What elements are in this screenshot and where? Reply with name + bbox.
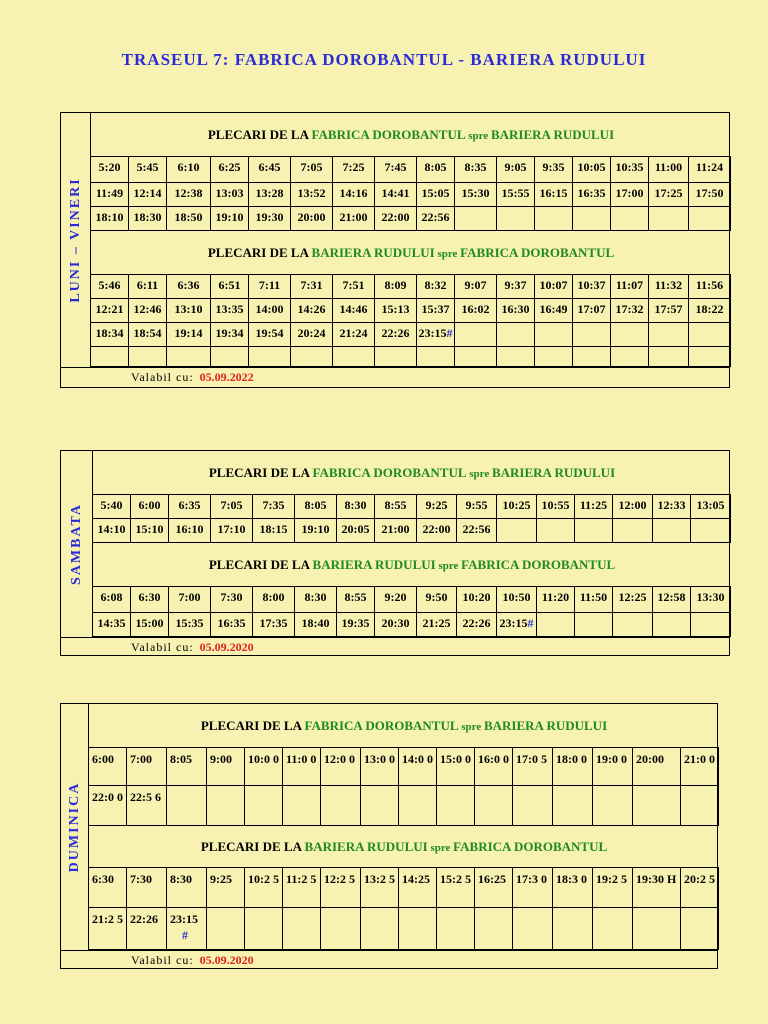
valid-from-row bbox=[61, 637, 729, 657]
time-cell bbox=[437, 908, 475, 950]
time-cell bbox=[611, 207, 649, 231]
time-cell bbox=[633, 908, 681, 950]
time-cell: 17:10 bbox=[211, 519, 253, 543]
time-cell: 15:0 0 bbox=[437, 748, 475, 786]
time-cell bbox=[399, 908, 437, 950]
time-cell bbox=[245, 908, 283, 950]
time-cell: 11:32 bbox=[649, 275, 689, 299]
time-cell: 6:45 bbox=[249, 157, 291, 183]
time-cell: 16:15 bbox=[535, 183, 573, 207]
valid-label: Valabil cu: 05.09.2020 bbox=[131, 640, 254, 654]
time-cell: 10:37 bbox=[573, 275, 611, 299]
time-cell: 18:50 bbox=[167, 207, 211, 231]
time-cell: 20:2 5 bbox=[681, 868, 719, 908]
time-cell: 6:30 bbox=[89, 868, 127, 908]
schedule-section-3 bbox=[60, 703, 718, 969]
valid-date: 05.09.2020 bbox=[199, 640, 254, 654]
header-destination: BARIERA RUDULUI bbox=[490, 127, 615, 142]
day-label-text: SAMBATA bbox=[68, 503, 84, 585]
time-cell bbox=[207, 908, 245, 950]
time-cell: 10:50 bbox=[497, 587, 537, 613]
time-cell bbox=[689, 323, 731, 347]
time-cell: 10:20 bbox=[457, 587, 497, 613]
time-cell: 16:49 bbox=[535, 299, 573, 323]
time-cell: 10:05 bbox=[573, 157, 611, 183]
time-cell: 19:10 bbox=[295, 519, 337, 543]
time-cell: 8:05 bbox=[417, 157, 455, 183]
time-cell: 7:05 bbox=[291, 157, 333, 183]
time-cell: 17:32 bbox=[611, 299, 649, 323]
time-cell: 6:00 bbox=[89, 748, 127, 786]
time-cell: 16:35 bbox=[573, 183, 611, 207]
time-cell: 15:00 bbox=[131, 613, 169, 637]
time-cell bbox=[593, 786, 633, 826]
time-cell: 14:00 bbox=[249, 299, 291, 323]
time-cell: 11:50 bbox=[575, 587, 613, 613]
time-cell: 15:05 bbox=[417, 183, 455, 207]
time-cell: 13:2 5 bbox=[361, 868, 399, 908]
time-cell bbox=[497, 323, 535, 347]
header-destination: FABRICA DOROBANTUL bbox=[453, 839, 608, 854]
time-cell bbox=[611, 347, 649, 367]
time-cell: 10:07 bbox=[535, 275, 573, 299]
time-cell bbox=[475, 786, 513, 826]
time-cell: 12:33 bbox=[653, 495, 691, 519]
time-cell: 22:56 bbox=[457, 519, 497, 543]
time-cell: 18:54 bbox=[129, 323, 167, 347]
time-cell bbox=[575, 519, 613, 543]
time-cell: 13:35 bbox=[211, 299, 249, 323]
time-cell bbox=[361, 786, 399, 826]
time-cell: 11:25 bbox=[575, 495, 613, 519]
time-cell: 16:30 bbox=[497, 299, 535, 323]
page-title: TRASEUL 7: FABRICA DOROBANTUL - BARIERA RUDULUI bbox=[121, 50, 647, 69]
valid-from-row bbox=[61, 367, 729, 389]
header-destination: BARIERA RUDULUI bbox=[491, 465, 616, 480]
time-cell: 8:30 bbox=[295, 587, 337, 613]
time-cell bbox=[291, 347, 333, 367]
time-cell: 15:30 bbox=[455, 183, 497, 207]
header-destination: FABRICA DOROBANTUL bbox=[461, 557, 616, 572]
schedule-section-2 bbox=[60, 450, 730, 656]
time-cell: 14:0 0 bbox=[399, 748, 437, 786]
time-cell: 11:0 0 bbox=[283, 748, 321, 786]
direction-header-outbound bbox=[93, 451, 731, 495]
time-cell: 8:05 bbox=[167, 748, 207, 786]
time-cell: 10:55 bbox=[537, 495, 575, 519]
header-spre: spre bbox=[435, 560, 462, 572]
time-cell: 21:00 bbox=[375, 519, 417, 543]
time-cell: 17:50 bbox=[689, 183, 731, 207]
time-cell: 12:25 bbox=[613, 587, 653, 613]
time-cell: 23:15# bbox=[497, 613, 537, 637]
time-cell: 22:0 0 bbox=[89, 786, 127, 826]
time-cell bbox=[497, 347, 535, 367]
time-cell: 19:30 bbox=[249, 207, 291, 231]
time-cell: 18:30 bbox=[129, 207, 167, 231]
time-cell bbox=[455, 207, 497, 231]
time-cell: 13:28 bbox=[249, 183, 291, 207]
time-cell: 9:20 bbox=[375, 587, 417, 613]
time-cell: 16:25 bbox=[475, 868, 513, 908]
schedule-section-1 bbox=[60, 112, 730, 388]
time-cell: 8:55 bbox=[375, 495, 417, 519]
time-cell: 15:55 bbox=[497, 183, 535, 207]
direction-header-outbound bbox=[89, 704, 719, 748]
time-cell: 18:40 bbox=[295, 613, 337, 637]
time-cell: 6:35 bbox=[169, 495, 211, 519]
time-cell: 19:14 bbox=[167, 323, 211, 347]
header-destination: FABRICA DOROBANTUL bbox=[460, 245, 615, 260]
time-cell bbox=[167, 786, 207, 826]
time-cell: 15:13 bbox=[375, 299, 417, 323]
time-cell bbox=[497, 207, 535, 231]
time-cell: 11:00 bbox=[649, 157, 689, 183]
time-cell: 16:02 bbox=[455, 299, 497, 323]
direction-header-return bbox=[91, 231, 731, 275]
time-cell: 7:00 bbox=[169, 587, 211, 613]
time-cell: 14:16 bbox=[333, 183, 375, 207]
time-cell: 5:46 bbox=[91, 275, 129, 299]
time-cell: 13:05 bbox=[691, 495, 731, 519]
time-cell: 8:55 bbox=[337, 587, 375, 613]
time-cell bbox=[245, 786, 283, 826]
time-cell: 18:34 bbox=[91, 323, 129, 347]
header-prefix: PLECARI DE LA bbox=[207, 127, 312, 142]
time-cell: 14:26 bbox=[291, 299, 333, 323]
time-cell: 14:25 bbox=[399, 868, 437, 908]
time-cell: 6:36 bbox=[167, 275, 211, 299]
time-cell: 10:35 bbox=[611, 157, 649, 183]
time-cell: 6:30 bbox=[131, 587, 169, 613]
time-cell bbox=[553, 908, 593, 950]
time-cell: 16:0 0 bbox=[475, 748, 513, 786]
time-cell: 13:10 bbox=[167, 299, 211, 323]
time-cell: 19:30 H bbox=[633, 868, 681, 908]
time-cell: 6:00 bbox=[131, 495, 169, 519]
day-label bbox=[61, 113, 91, 367]
time-cell: 13:03 bbox=[211, 183, 249, 207]
header-origin: FABRICA DOROBANTUL bbox=[312, 465, 467, 480]
time-cell bbox=[513, 908, 553, 950]
time-cell: 21:2 5 bbox=[89, 908, 127, 950]
header-origin: BARIERA RUDULUI bbox=[304, 839, 428, 854]
time-cell bbox=[593, 908, 633, 950]
time-cell: 22:00 bbox=[375, 207, 417, 231]
valid-label: Valabil cu: 05.09.2020 bbox=[131, 953, 254, 967]
time-cell: 14:41 bbox=[375, 183, 417, 207]
time-cell bbox=[649, 323, 689, 347]
day-label bbox=[61, 451, 93, 637]
time-cell bbox=[691, 519, 731, 543]
time-cell bbox=[691, 613, 731, 637]
time-cell: 22:56 bbox=[417, 207, 455, 231]
time-cell: 12:0 0 bbox=[321, 748, 361, 786]
time-cell: 8:05 bbox=[295, 495, 337, 519]
time-cell: 12:21 bbox=[91, 299, 129, 323]
time-cell: 18:15 bbox=[253, 519, 295, 543]
hash-marker: # bbox=[182, 928, 188, 943]
valid-from-row bbox=[61, 950, 717, 970]
time-cell bbox=[573, 207, 611, 231]
time-cell: 7:25 bbox=[333, 157, 375, 183]
time-cell bbox=[321, 786, 361, 826]
time-cell: 13:0 0 bbox=[361, 748, 399, 786]
time-cell: 22:26 bbox=[457, 613, 497, 637]
time-cell bbox=[537, 613, 575, 637]
time-cell: 9:50 bbox=[417, 587, 457, 613]
time-cell: 15:35 bbox=[169, 613, 211, 637]
time-cell bbox=[689, 347, 731, 367]
time-cell: 19:0 0 bbox=[593, 748, 633, 786]
time-cell bbox=[455, 347, 497, 367]
time-cell bbox=[399, 786, 437, 826]
time-cell: 14:35 bbox=[93, 613, 131, 637]
time-cell bbox=[535, 207, 573, 231]
time-cell: 9:07 bbox=[455, 275, 497, 299]
time-cell: 8:35 bbox=[455, 157, 497, 183]
time-cell bbox=[553, 786, 593, 826]
time-cell: 22:5 6 bbox=[127, 786, 167, 826]
header-spre: spre bbox=[434, 248, 461, 260]
time-cell bbox=[653, 613, 691, 637]
time-cell: 8:30 bbox=[167, 868, 207, 908]
time-cell bbox=[653, 519, 691, 543]
time-cell bbox=[497, 519, 537, 543]
time-cell bbox=[321, 908, 361, 950]
time-cell bbox=[681, 786, 719, 826]
time-cell: 12:00 bbox=[613, 495, 653, 519]
day-label bbox=[61, 704, 89, 950]
time-cell: 8:09 bbox=[375, 275, 417, 299]
time-cell: 7:11 bbox=[249, 275, 291, 299]
time-cell bbox=[535, 347, 573, 367]
time-cell: 15:2 5 bbox=[437, 868, 475, 908]
time-cell: 12:46 bbox=[129, 299, 167, 323]
time-cell: 17:07 bbox=[573, 299, 611, 323]
time-cell bbox=[537, 519, 575, 543]
time-cell: 21:25 bbox=[417, 613, 457, 637]
time-cell: 12:58 bbox=[653, 587, 691, 613]
time-cell: 18:3 0 bbox=[553, 868, 593, 908]
time-cell: 18:0 0 bbox=[553, 748, 593, 786]
time-cell: 15:10 bbox=[131, 519, 169, 543]
valid-date: 05.09.2022 bbox=[199, 370, 254, 384]
direction-header-return bbox=[89, 826, 719, 868]
header-origin: FABRICA DOROBANTUL bbox=[304, 718, 459, 733]
header-spre: spre bbox=[458, 721, 484, 733]
header-prefix: PLECARI DE LA bbox=[207, 245, 312, 260]
time-cell: 11:49 bbox=[91, 183, 129, 207]
time-cell: 17:0 5 bbox=[513, 748, 553, 786]
header-origin: FABRICA DOROBANTUL bbox=[311, 127, 466, 142]
time-cell: 20:30 bbox=[375, 613, 417, 637]
time-cell bbox=[249, 347, 291, 367]
time-cell: 15:37 bbox=[417, 299, 455, 323]
time-cell: 21:0 0 bbox=[681, 748, 719, 786]
time-cell: 20:05 bbox=[337, 519, 375, 543]
hash-marker: # bbox=[527, 616, 534, 630]
time-cell: 14:46 bbox=[333, 299, 375, 323]
time-cell: 8:32 bbox=[417, 275, 455, 299]
time-cell bbox=[361, 908, 399, 950]
time-cell: 19:34 bbox=[211, 323, 249, 347]
header-prefix: PLECARI DE LA bbox=[200, 718, 305, 733]
time-cell: 10:0 0 bbox=[245, 748, 283, 786]
time-cell bbox=[375, 347, 417, 367]
time-cell: 6:08 bbox=[93, 587, 131, 613]
time-cell: 10:2 5 bbox=[245, 868, 283, 908]
time-cell bbox=[129, 347, 167, 367]
time-cell: 20:24 bbox=[291, 323, 333, 347]
time-cell: 18:10 bbox=[91, 207, 129, 231]
time-cell bbox=[575, 613, 613, 637]
time-cell bbox=[283, 908, 321, 950]
time-cell bbox=[417, 347, 455, 367]
time-cell: 13:52 bbox=[291, 183, 333, 207]
time-cell: 20:00 bbox=[291, 207, 333, 231]
time-cell bbox=[613, 613, 653, 637]
header-prefix: PLECARI DE LA bbox=[208, 557, 313, 572]
time-cell: 6:25 bbox=[211, 157, 249, 183]
direction-header-outbound bbox=[91, 113, 731, 157]
time-cell: 12:38 bbox=[167, 183, 211, 207]
time-cell: 17:57 bbox=[649, 299, 689, 323]
time-cell bbox=[681, 908, 719, 950]
valid-label: Valabil cu: 05.09.2022 bbox=[131, 370, 254, 384]
time-cell: 6:11 bbox=[129, 275, 167, 299]
time-cell: 9:25 bbox=[207, 868, 245, 908]
time-cell: 21:00 bbox=[333, 207, 375, 231]
valid-date: 05.09.2020 bbox=[199, 953, 254, 967]
time-cell: 9:35 bbox=[535, 157, 573, 183]
time-cell: 7:35 bbox=[253, 495, 295, 519]
time-cell: 9:55 bbox=[457, 495, 497, 519]
time-cell: 7:31 bbox=[291, 275, 333, 299]
time-cell: 9:37 bbox=[497, 275, 535, 299]
time-cell: 7:45 bbox=[375, 157, 417, 183]
time-cell: 7:30 bbox=[211, 587, 253, 613]
time-cell: 20:00 bbox=[633, 748, 681, 786]
time-cell bbox=[633, 786, 681, 826]
time-cell: 9:00 bbox=[207, 748, 245, 786]
time-cell: 5:40 bbox=[93, 495, 131, 519]
header-origin: BARIERA RUDULUI bbox=[312, 557, 436, 572]
time-cell: 6:10 bbox=[167, 157, 211, 183]
time-cell: 17:25 bbox=[649, 183, 689, 207]
header-spre: spre bbox=[427, 842, 454, 854]
time-cell: 12:2 5 bbox=[321, 868, 361, 908]
time-cell: 5:45 bbox=[129, 157, 167, 183]
time-cell: 23:15 # bbox=[167, 908, 207, 950]
time-cell: 7:00 bbox=[127, 748, 167, 786]
time-cell: 11:20 bbox=[537, 587, 575, 613]
time-cell: 11:24 bbox=[689, 157, 731, 183]
hash-marker: # bbox=[446, 326, 453, 340]
time-cell: 7:30 bbox=[127, 868, 167, 908]
time-cell: 22:26 bbox=[375, 323, 417, 347]
time-cell: 7:05 bbox=[211, 495, 253, 519]
time-cell: 8:00 bbox=[253, 587, 295, 613]
time-cell bbox=[611, 323, 649, 347]
time-cell bbox=[649, 347, 689, 367]
time-cell: 23:15# bbox=[417, 323, 455, 347]
day-label-text: DUMINICA bbox=[66, 781, 82, 873]
time-cell bbox=[333, 347, 375, 367]
time-cell: 17:00 bbox=[611, 183, 649, 207]
header-spre: spre bbox=[466, 468, 492, 480]
time-cell bbox=[211, 347, 249, 367]
time-cell: 12:14 bbox=[129, 183, 167, 207]
time-cell: 19:54 bbox=[249, 323, 291, 347]
time-cell bbox=[207, 786, 245, 826]
header-destination: BARIERA RUDULUI bbox=[483, 718, 608, 733]
time-cell bbox=[649, 207, 689, 231]
header-prefix: PLECARI DE LA bbox=[208, 465, 313, 480]
time-cell: 11:56 bbox=[689, 275, 731, 299]
header-origin: BARIERA RUDULUI bbox=[311, 245, 435, 260]
time-cell: 22:00 bbox=[417, 519, 457, 543]
time-cell bbox=[475, 908, 513, 950]
time-cell: 19:35 bbox=[337, 613, 375, 637]
time-cell bbox=[613, 519, 653, 543]
time-cell: 14:10 bbox=[93, 519, 131, 543]
time-cell: 9:25 bbox=[417, 495, 457, 519]
time-cell bbox=[91, 347, 129, 367]
time-cell: 19:10 bbox=[211, 207, 249, 231]
time-cell: 10:25 bbox=[497, 495, 537, 519]
time-cell: 7:51 bbox=[333, 275, 375, 299]
day-label-text: LUNI – VINERI bbox=[67, 177, 83, 303]
time-cell bbox=[573, 347, 611, 367]
time-cell: 13:30 bbox=[691, 587, 731, 613]
time-cell bbox=[437, 786, 475, 826]
time-cell: 19:2 5 bbox=[593, 868, 633, 908]
time-cell bbox=[513, 786, 553, 826]
time-cell: 11:2 5 bbox=[283, 868, 321, 908]
time-cell bbox=[283, 786, 321, 826]
time-cell: 11:07 bbox=[611, 275, 649, 299]
time-cell: 9:05 bbox=[497, 157, 535, 183]
time-cell bbox=[167, 347, 211, 367]
time-cell bbox=[689, 207, 731, 231]
time-cell: 16:10 bbox=[169, 519, 211, 543]
time-cell: 17:35 bbox=[253, 613, 295, 637]
time-cell: 6:51 bbox=[211, 275, 249, 299]
header-spre: spre bbox=[465, 130, 491, 142]
direction-header-return bbox=[93, 543, 731, 587]
time-cell: 5:20 bbox=[91, 157, 129, 183]
time-cell: 22:26 bbox=[127, 908, 167, 950]
time-cell: 17:3 0 bbox=[513, 868, 553, 908]
time-cell bbox=[455, 323, 497, 347]
header-prefix: PLECARI DE LA bbox=[200, 839, 305, 854]
time-cell: 18:22 bbox=[689, 299, 731, 323]
time-cell bbox=[535, 323, 573, 347]
time-cell: 16:35 bbox=[211, 613, 253, 637]
time-cell: 21:24 bbox=[333, 323, 375, 347]
time-cell bbox=[573, 323, 611, 347]
time-cell: 8:30 bbox=[337, 495, 375, 519]
